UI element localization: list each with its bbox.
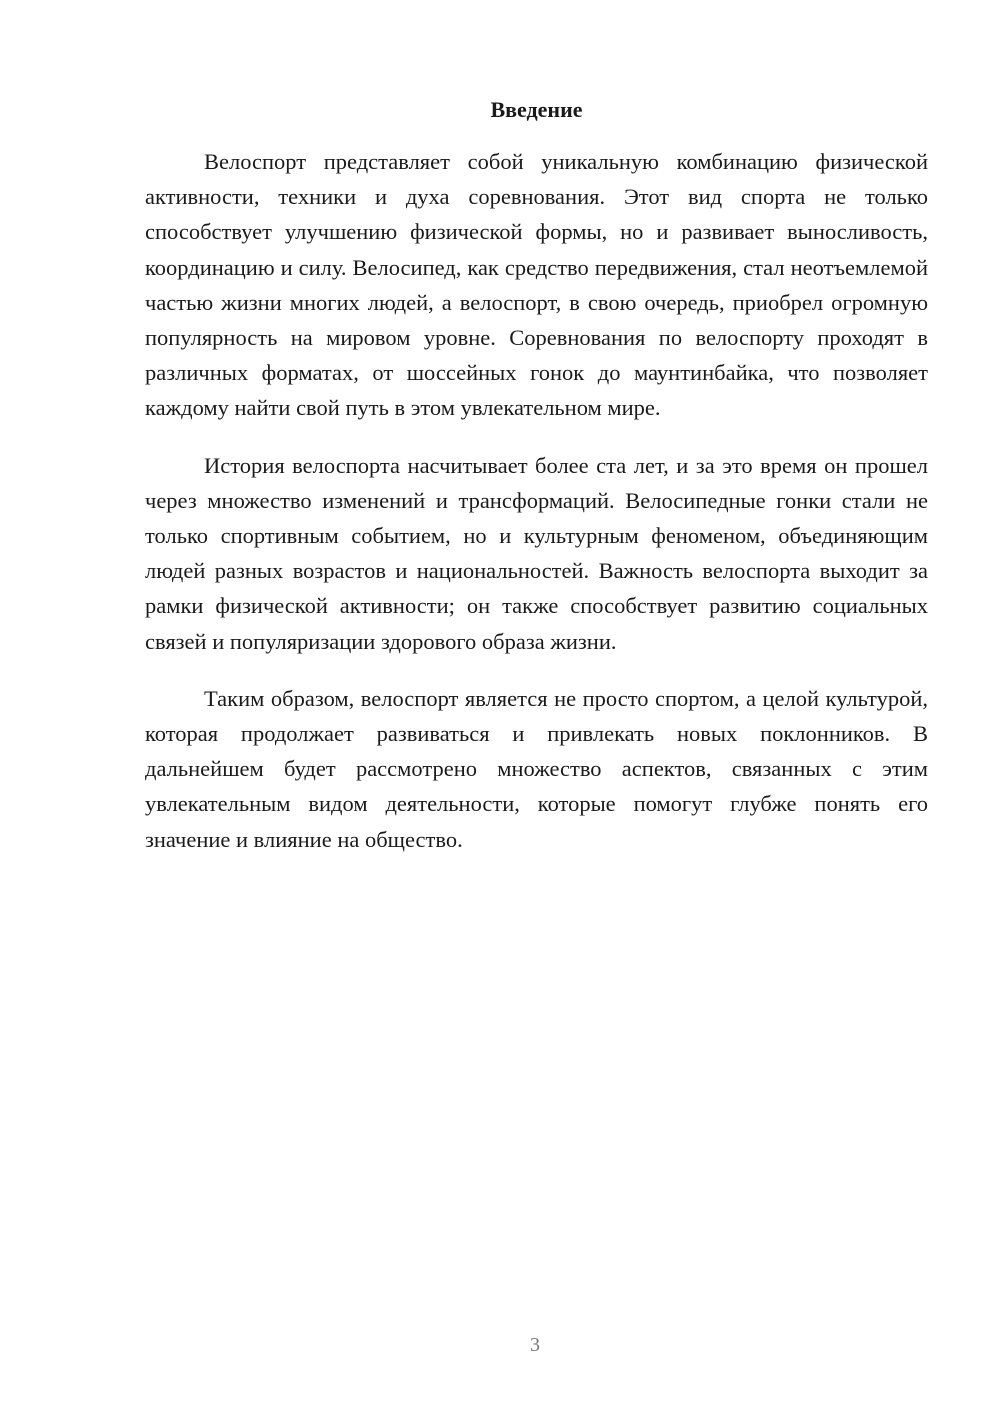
section-title: Введение <box>490 97 583 122</box>
page-content <box>145 94 928 879</box>
paragraph-history: История велоспорта насчитывает более ста лет, и за это время он прошел через множество изменений и трансформаций. Велосипедные гонки стали не только спортивным событием, но и культурным феноменом, объединяющим людей разных возрастов и национальностей. Важность велоспорта выходит за рамки физической активности; он также способствует развитию социальных связей и популяризации здорового образа жизни. <box>145 452 928 654</box>
paragraph-conclusion: Таким образом, велоспорт является не просто спортом, а целой культурой, которая продолжает развиваться и привлекать новых поклонников. В дальнейшем будет рассмотрено множество аспектов, связанных с этим увлекательным видом деятельности, которые помогут глубже понять его значение и влияние на общество. <box>145 685 928 852</box>
paragraph-intro: Велоспорт представляет собой уникальную комбинацию физической активности, техники и духа соревнования. Этот вид спорта не только способствует улучшению физической формы, но и развивает выносливость, координацию и силу. Велосипед, как средство передвижения, стал неотъемлемой частью жизни многих людей, а велоспорт, в свою очередь, приобрел огромную популярность на мировом уровне. Соревнования по велоспорту проходят в различных форматах, от шоссейных гонок до маунтинбайка, что позволяет каждому найти свой путь в этом увлекательном мире. <box>145 149 928 421</box>
page-number: 3 <box>530 1334 540 1356</box>
